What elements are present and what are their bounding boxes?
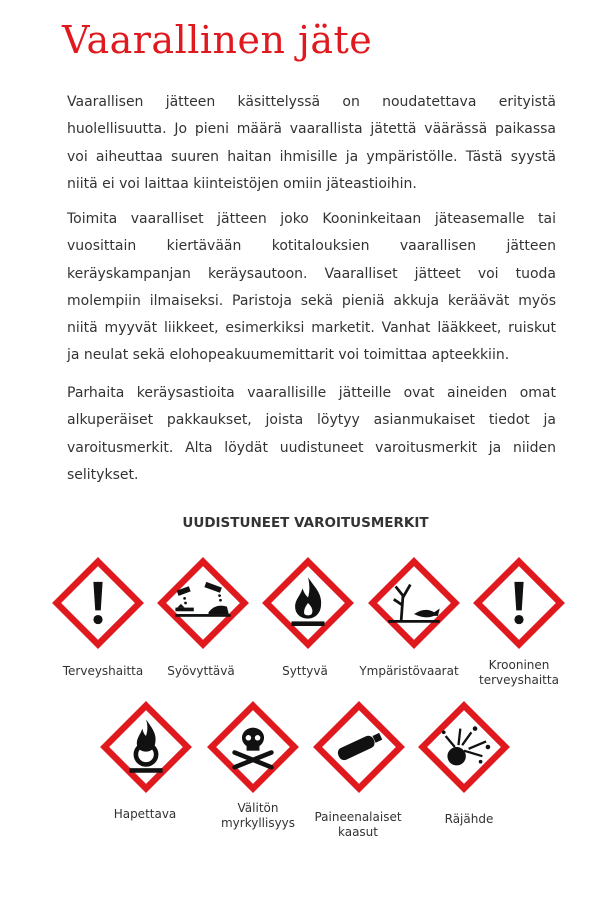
- health-hazard-icon: [473, 557, 565, 649]
- pictogram-label-valiton-myrkyllisyys: Välitön myrkyllisyys: [220, 801, 296, 830]
- containers-paragraph: Parhaita keräysastioita vaarallisille jätteille ovat aineiden omat alkuperäiset pakkaukset, joista löytyy asianmukaiset tiedot ja varoitusmerkit. Alta löydät uudistuneet varoitusmerkit ja niiden selitykset.: [67, 385, 556, 483]
- delivery-paragraph: Toimita vaaralliset jätteen joko Kooninkeitaan jäteasemalle tai vuosittain kiertävään kotitalouksien vaarallisen jätteen keräyskampanjan keräysautoon. Vaaralliset jätteet voi tuoda molempiin ilmaiseksi. Paristoja sekä pieniä akkuja keräävät myös niitä myyvät liikkeet, esimerkiksi marketit. Vanhat lääkkeet, ruiskut ja neulat sekä elohopeakuumemittarit voi toimittaa apteekkiin.: [67, 211, 556, 364]
- pictogram-label-hapettava: Hapettava: [113, 807, 177, 821]
- skull-crossbones-icon: [207, 701, 299, 793]
- pictogram-label-syovyttava: Syövyttävä: [167, 664, 235, 678]
- exploding-bomb-icon: [418, 701, 510, 793]
- pictogram-label-paineenalaiset-kaasut: Paineenalaiset kaasut: [314, 810, 402, 839]
- pictogram-label-krooninen-terveyshaitta: Krooninen terveyshaitta: [479, 658, 559, 687]
- pictogram-label-syttyva: Syttyvä: [282, 664, 328, 678]
- pictogram-label-ymparistovaarat: Ympäristövaarat: [359, 664, 459, 678]
- environment-icon: [368, 557, 460, 649]
- flame-over-circle-icon: [100, 701, 192, 793]
- intro-paragraph: Vaarallisen jätteen käsittelyssä on noudatettava erityistä huolellisuutta. Jo pieni määrä vaarallista jätettä väärässä paikassa voi aiheuttaa suuren haitan ihmisille ja ympäristölle. Tästä syystä niitä ei voi laittaa kiinteistöjen omiin jäteastioihin.: [67, 94, 556, 192]
- pictogram-label-rajahde: Räjähde: [444, 812, 494, 826]
- gas-cylinder-icon: [313, 701, 405, 793]
- pictogram-label-terveyshaitta: Terveyshaitta: [62, 664, 144, 678]
- flame-icon: [262, 557, 354, 649]
- corrosion-icon: [157, 557, 249, 649]
- page-title: Vaarallinen jäte: [62, 18, 373, 62]
- exclamation-icon: [52, 557, 144, 649]
- section-title: UUDISTUNEET VAROITUSMERKIT: [182, 515, 429, 531]
